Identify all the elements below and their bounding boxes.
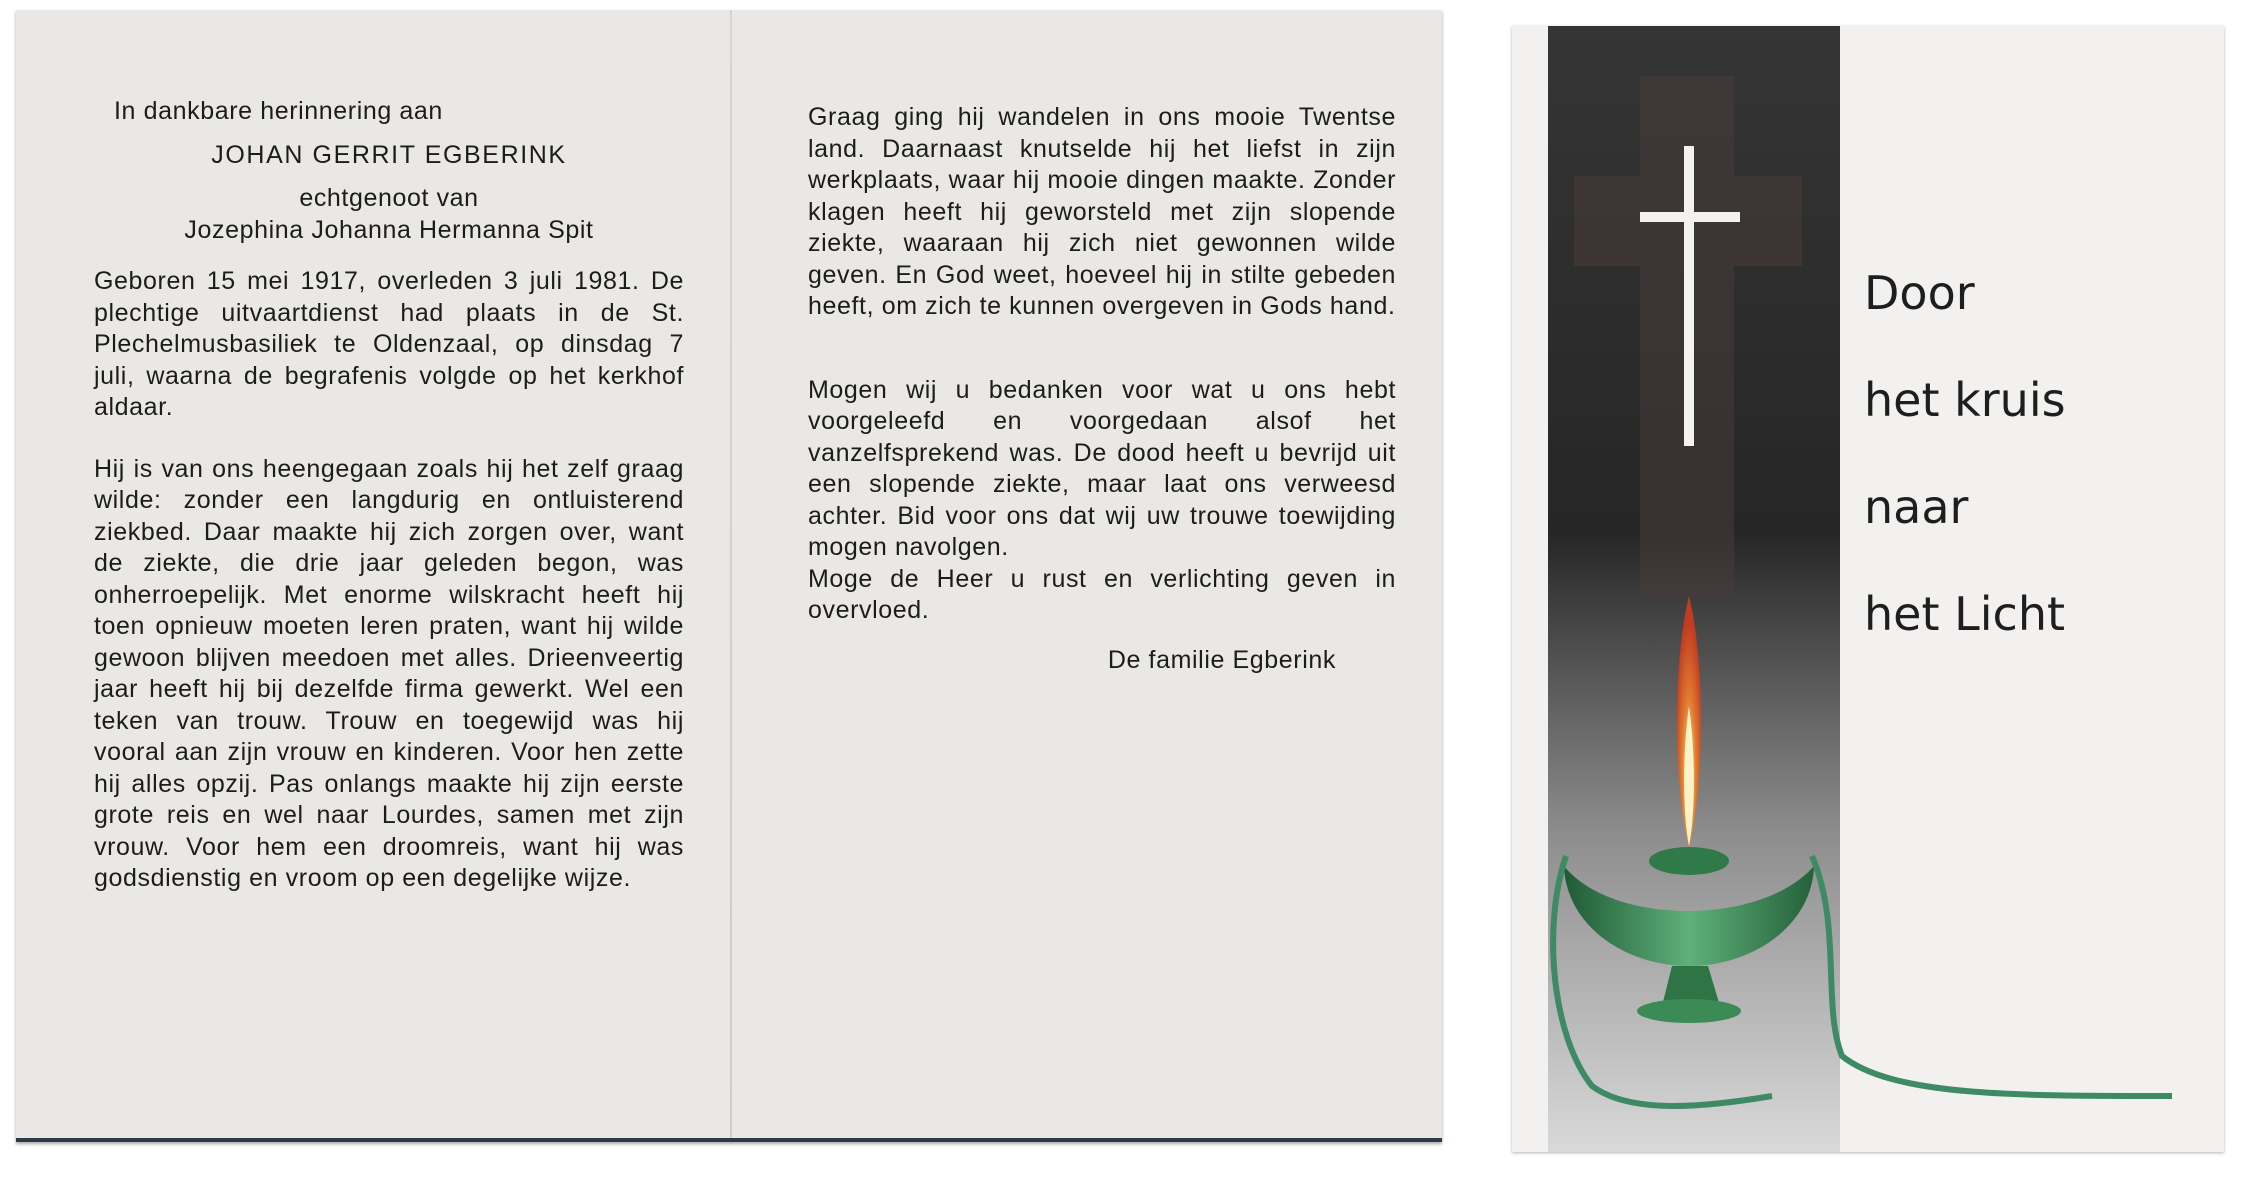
spouse-label: echtgenoot van <box>299 184 479 212</box>
intro-text: In dankbare herinnering aan <box>114 97 443 125</box>
right-page <box>808 102 1396 701</box>
front-verse <box>1864 266 2066 694</box>
memorial-card-inside <box>16 10 1442 1142</box>
dates-paragraph: Geboren 15 mei 1917, overleden 3 juli 1981. De plechtige uitvaartdienst had plaats in de St. Plechelmusbasiliek te Oldenzaal, op dinsdag 7 juli, waarna de begrafenis volgde op het kerkhof aldaar. <box>94 267 684 421</box>
blessing-paragraph: Moge de Heer u rust en verlichting geven in overvloed. <box>808 564 1396 624</box>
hobbies-paragraph: Graag ging hij wandelen in ons mooie Twentse land. Daarnaast knutselde hij het liefst in zijn werkplaats, waar hij mooie dingen maakte. Zonder klagen heeft hij geworsteld met zijn slopende ziekte, waaraan hij zich niet gewonnen wilde geven. En God weet, hoeveel hij in stilte gebeden heeft, om zich te kunnen overgeven in Gods hand. <box>808 103 1396 320</box>
card-fold <box>730 10 732 1138</box>
verse-line-1: Door <box>1864 266 1975 320</box>
thanks-paragraph: Mogen wij u bedanken voor wat u ons hebt voorgeleefd en voorgedaan alsof het vanzelfsprekend was. De dood heeft u bevrijd uit een slopende ziekte, maar laat ons verweesd achter. Bid voor ons dat wij uw trouwe toewijding mogen navolgen. <box>808 375 1396 561</box>
spouse-name: Jozephina Johanna Hermanna Spit <box>184 215 594 244</box>
family-signature: De familie Egberink <box>1107 645 1336 674</box>
life-paragraph: Hij is van ons heengegaan zoals hij het zelf graag wilde: zonder een langdurig en ontluisterend ziekbed. Daar maakte hij zich zorgen over, want de ziekte, die drie jaar geleden begon, was onherroepelijk. Met enorme wilskracht heeft hij toen opnieuw moeten leren praten, want hij wilde gewoon blijven meedoen met alles. Drieenveertig jaar heeft hij bij dezelfde firma gewerkt. Wel een teken van trouw. Trouw en toegewijd was hij vooral aan zijn vrouw en kinderen. Voor hen zette hij alles opzij. Pas onlangs maakte hij zijn eerste grote reis en wel naar Lourdes, samen met zijn vrouw. Voor hem een droomreis, want hij was godsdienstig en vroom op een degelijke wijze. <box>94 454 684 892</box>
deceased-name: JOHAN GERRIT EGBERINK <box>211 140 567 169</box>
verse-line-2: het kruis <box>1864 373 2066 427</box>
verse-line-3: naar <box>1864 480 1969 534</box>
memorial-card-front <box>1512 26 2224 1152</box>
verse-line-4: het Licht <box>1864 587 2066 641</box>
left-page <box>94 96 684 895</box>
